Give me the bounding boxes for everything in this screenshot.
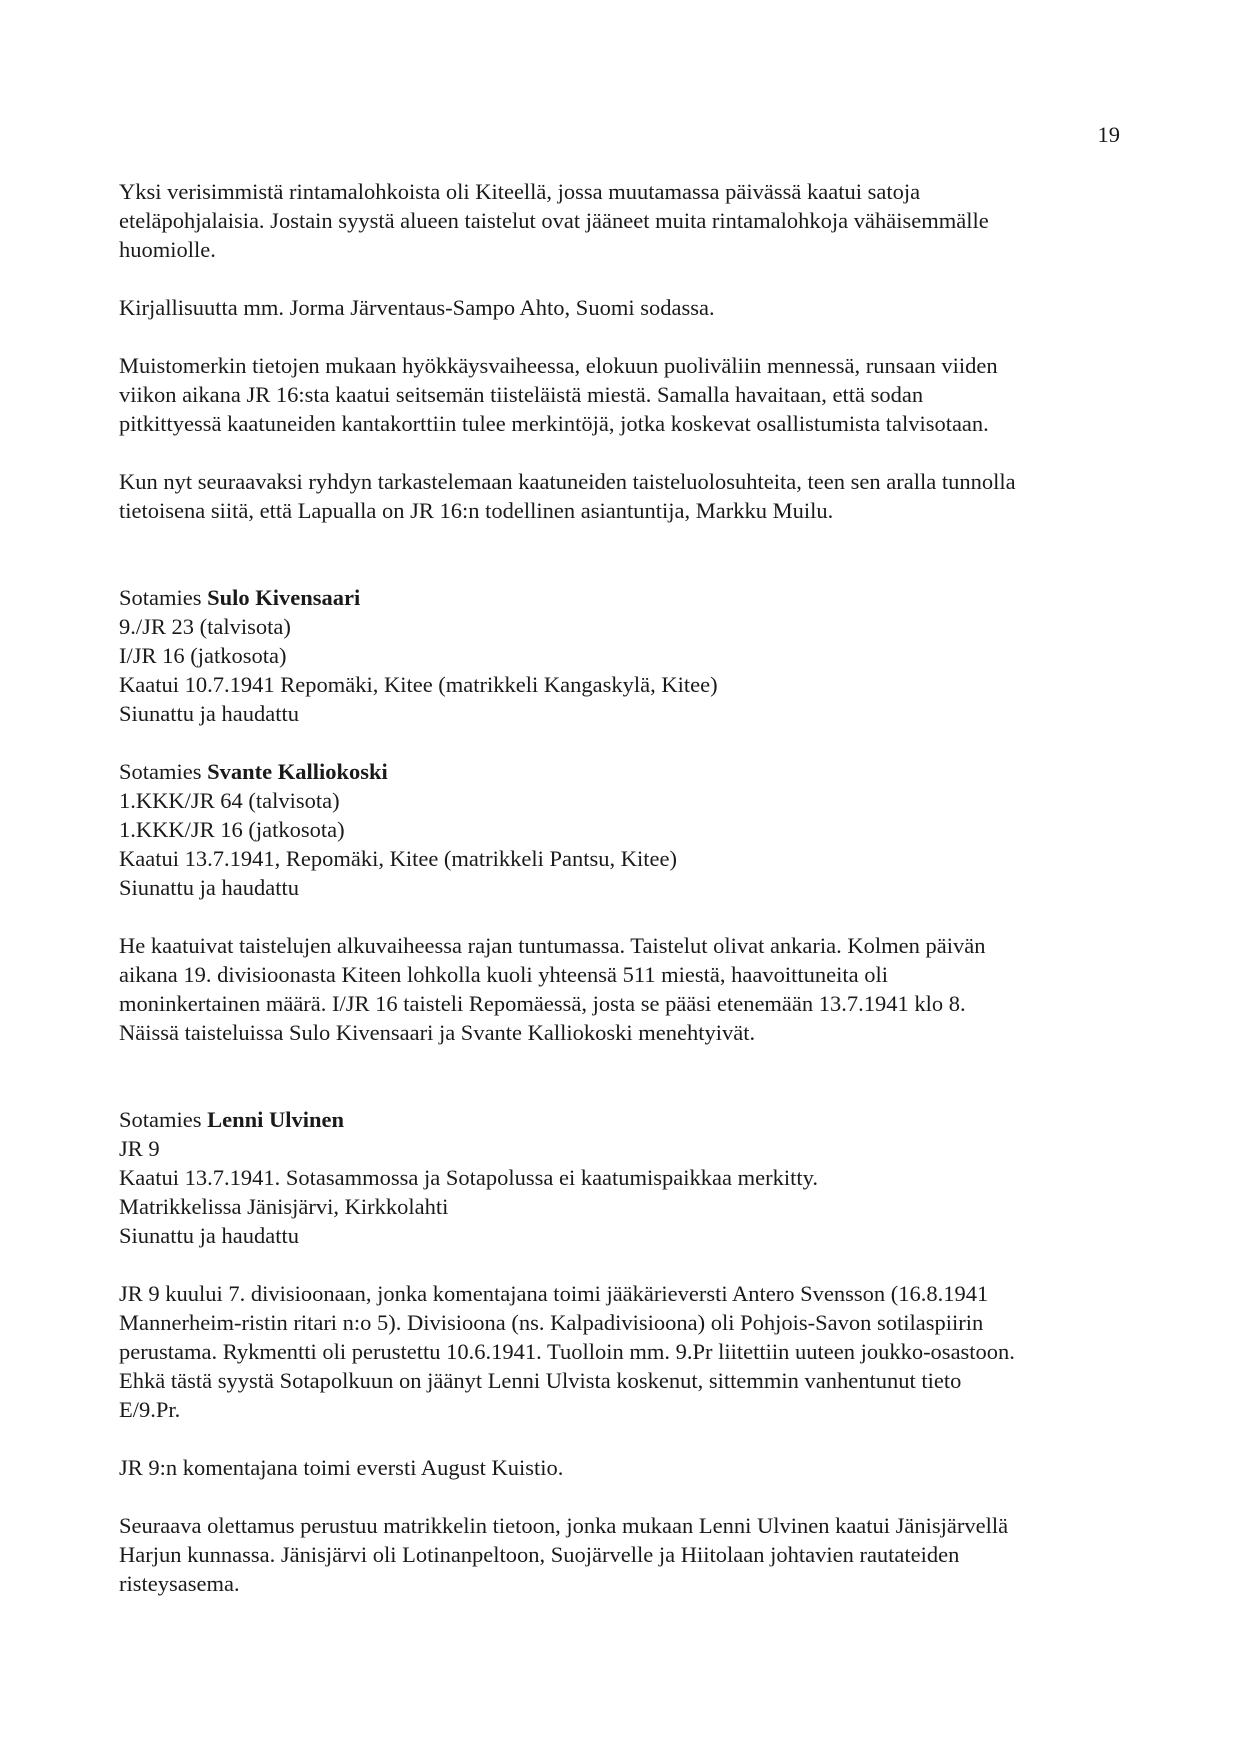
paragraph-commander: JR 9:n komentajana toimi eversti August Kuistio. [119,1455,564,1480]
soldier-entry [119,583,1129,728]
soldier-rank: Sotamies [119,585,208,610]
page-number: 19 [1097,122,1120,147]
soldier-unit-continuation: I/JR 16 (jatkosota) [119,643,287,668]
soldier-entry [119,1105,1129,1250]
soldier-burial: Siunattu ja haudattu [119,701,299,726]
paragraph-literature: Kirjallisuutta mm. Jorma Järventaus-Sampo Ahto, Suomi sodassa. [119,295,715,320]
soldier-unit-winter: 1.KKK/JR 64 (talvisota) [119,788,340,813]
soldier-unit-continuation: 1.KKK/JR 16 (jatkosota) [119,817,345,842]
paragraph-battle: He kaatuivat taistelujen alkuvaiheessa rajan tuntumassa. Taistelut olivat ankaria. Kolmen päivän aikana 19. divisioonasta Kiteen lohkolla kuoli yhteensä 511 miestä, haavoittuneita oli moninkertainen määrä. I/JR 16 taisteli Repomäessä, josta se pääsi etenemään 13.7.1941 klo 8. Näissä taisteluissa Sulo Kivensaari ja Svante Kalliokoski menehtyivät. [119,933,986,1045]
paragraph-division: JR 9 kuului 7. divisioonaan, jonka komentajana toimi jääkärieversti Antero Svensson (16.8.1941 Mannerheim-ristin ritari n:o 5). Divisioona (ns. Kalpadivisioona) oli Pohjois-Savon sotilaspiirin perustama. Rykmentti oli perustettu 10.6.1941. Tuolloin mm. 9.Pr liitettiin uuteen joukko-osastoon. Ehkä tästä syystä Sotapolkuun on jäänyt Lenni Ulvista koskenut, sittemmin vanhentunut tieto E/9.Pr. [119,1281,1015,1422]
soldier-death: Kaatui 10.7.1941 Repomäki, Kitee (matrikkeli Kangaskylä, Kitee) [119,672,718,697]
soldier-burial: Siunattu ja haudattu [119,1223,299,1248]
soldier-rank: Sotamies [119,1107,208,1132]
paragraph-assumption: Seuraava olettamus perustuu matrikkelin tietoon, jonka mukaan Lenni Ulvinen kaatui Jänisjärvellä Harjun kunnassa. Jänisjärvi oli Lotinanpeltoon, Suojärvelle ja Hiitolaan johtavien rautateiden risteysasema. [119,1513,1009,1596]
soldier-death: Kaatui 13.7.1941. Sotasammossa ja Sotapolussa ei kaatumispaikkaa merkitty. [119,1165,819,1190]
soldier-heading [119,583,1129,612]
soldier-rank: Sotamies [119,759,208,784]
soldier-death: Kaatui 13.7.1941, Repomäki, Kitee (matrikkeli Pantsu, Kitee) [119,846,677,871]
paragraph-memorial: Muistomerkin tietojen mukaan hyökkäysvaiheessa, elokuun puoliväliin mennessä, runsaan viiden viikon aikana JR 16:sta kaatui seitsemän tiisteläistä miestä. Samalla havaitaan, että sodan pitkittyessä kaatuneiden kantakorttiin tulee merkintöjä, jotka koskevat osallistumista talvisotaan. [119,353,998,436]
soldier-heading [119,757,1129,786]
soldier-name: Lenni Ulvinen [207,1107,345,1132]
page-content [119,177,1129,1598]
soldier-unit: JR 9 [119,1136,160,1161]
soldier-name: Sulo Kivensaari [207,585,361,610]
soldier-heading [119,1105,1129,1134]
soldier-burial: Siunattu ja haudattu [119,875,299,900]
soldier-register: Matrikkelissa Jänisjärvi, Kirkkolahti [119,1194,449,1219]
soldier-name: Svante Kalliokoski [207,759,388,784]
paragraph-kitee-intro: Yksi verisimmistä rintamalohkoista oli Kiteellä, jossa muutamassa päivässä kaatui satoja eteläpohjalaisia. Jostain syystä alueen taistelut ovat jääneet muita rintamalohkoja vähäisemmälle huomiolle. [119,179,989,262]
soldier-entry [119,757,1129,902]
soldier-unit-winter: 9./JR 23 (talvisota) [119,614,291,639]
paragraph-conditions: Kun nyt seuraavaksi ryhdyn tarkastelemaan kaatuneiden taisteluolosuhteita, teen sen aralla tunnolla tietoisena siitä, että Lapualla on JR 16:n todellinen asiantuntija, Markku Muilu. [119,469,1016,523]
